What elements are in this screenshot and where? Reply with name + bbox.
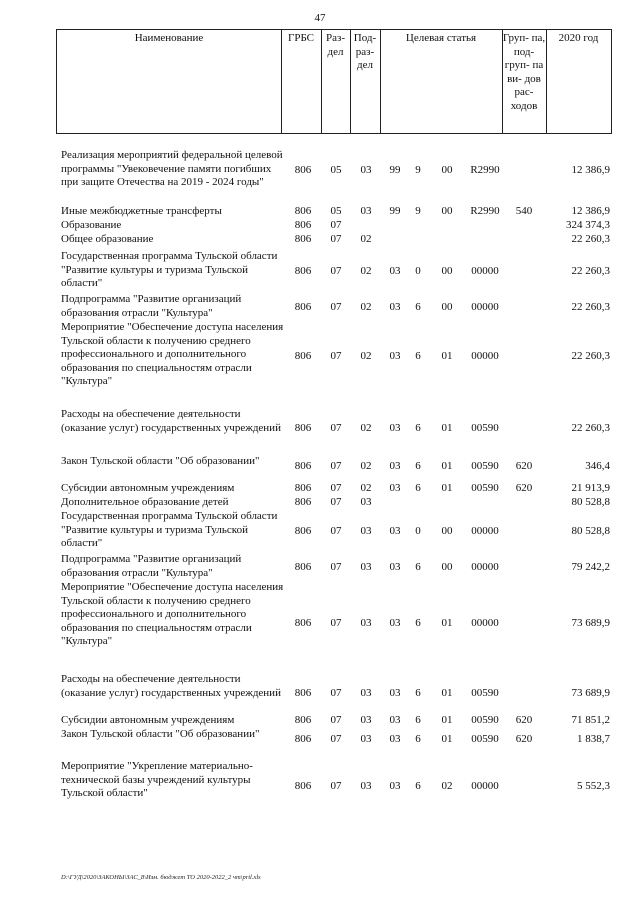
row-vr: 620 [515, 714, 533, 726]
row-t1: 03 [389, 687, 401, 699]
row-amount: 71 851,2 [571, 714, 610, 726]
row-amount: 5 552,3 [577, 780, 610, 792]
row-vr: 620 [515, 482, 533, 494]
row-t1: 03 [389, 714, 401, 726]
row-t4: 00000 [471, 265, 499, 277]
row-amount: 22 260,3 [571, 350, 610, 362]
row-t2: 6 [415, 350, 421, 362]
row-t2: 6 [415, 617, 421, 629]
row-pr: 03 [360, 714, 372, 726]
row-name: Закон Тульской области "Об образовании" [61, 728, 260, 740]
row-pr: 03 [360, 205, 372, 217]
row-t4: 00000 [471, 780, 499, 792]
header-razdel [321, 29, 351, 134]
row-t2: 6 [415, 561, 421, 573]
row-name: Мероприятие "Укрепление материально-технической базы учреждений культуры Тульской области" [61, 760, 253, 799]
row-t4: 00000 [471, 350, 499, 362]
row-t4: 00000 [471, 301, 499, 313]
row-pr: 02 [360, 265, 372, 277]
row-rz: 07 [330, 233, 342, 245]
row-grbs: 806 [294, 482, 312, 494]
row-t4: 00590 [471, 482, 499, 494]
row-t2: 6 [415, 460, 421, 472]
row-amount: 12 386,9 [571, 205, 610, 217]
row-t1: 03 [389, 265, 401, 277]
row-name: Государственная программа Тульской области "Развитие культуры и туризма Тульской области" [61, 250, 278, 289]
row-t2: 0 [415, 525, 421, 537]
row-t2: 6 [415, 301, 421, 313]
row-grbs: 806 [294, 460, 312, 472]
row-name: Подпрограмма "Развитие организаций образования отрасли "Культура" [61, 293, 242, 319]
row-rz: 07 [330, 422, 342, 434]
row-name: Закон Тульской области "Об образовании" [61, 455, 260, 467]
row-t1: 99 [389, 205, 401, 217]
row-rz: 05 [330, 205, 342, 217]
row-t3: 01 [441, 714, 453, 726]
row-amount: 80 528,8 [571, 496, 610, 508]
row-t4: 00000 [471, 561, 499, 573]
row-t3: 01 [441, 350, 453, 362]
row-t4: 00590 [471, 460, 499, 472]
page-number: 47 [314, 12, 326, 24]
row-rz: 07 [330, 733, 342, 745]
row-amount: 324 374,3 [566, 219, 610, 231]
row-t2: 6 [415, 687, 421, 699]
row-rz: 07 [330, 714, 342, 726]
header-year [546, 29, 612, 134]
row-grbs: 806 [294, 496, 312, 508]
row-amount: 22 260,3 [571, 422, 610, 434]
row-grbs: 806 [294, 561, 312, 573]
row-t2: 6 [415, 780, 421, 792]
row-rz: 05 [330, 164, 342, 176]
row-vr: 540 [515, 205, 533, 217]
row-pr: 03 [360, 733, 372, 745]
row-rz: 07 [330, 561, 342, 573]
row-rz: 07 [330, 780, 342, 792]
row-t2: 9 [415, 205, 421, 217]
row-amount: 1 838,7 [577, 733, 610, 745]
row-t2: 6 [415, 714, 421, 726]
row-t3: 00 [441, 265, 453, 277]
row-amount: 21 913,9 [571, 482, 610, 494]
row-t3: 00 [441, 205, 453, 217]
row-amount: 73 689,9 [571, 617, 610, 629]
row-t4: R2990 [470, 205, 500, 217]
row-rz: 07 [330, 496, 342, 508]
header-target-label: Целевая статья [405, 32, 477, 44]
row-t4: 00000 [471, 525, 499, 537]
row-grbs: 806 [294, 422, 312, 434]
row-name: Субсидии автономным учреждениям [61, 482, 235, 494]
row-t1: 03 [389, 733, 401, 745]
header-year-label: 2020 год [558, 32, 599, 44]
row-t3: 01 [441, 422, 453, 434]
row-t3: 01 [441, 617, 453, 629]
row-t2: 6 [415, 422, 421, 434]
row-t1: 03 [389, 460, 401, 472]
row-rz: 07 [330, 265, 342, 277]
row-name: Расходы на обеспечение деятельности (оказание услуг) государственных учреждений [61, 408, 281, 434]
row-t3: 00 [441, 561, 453, 573]
row-grbs: 806 [294, 265, 312, 277]
row-rz: 07 [330, 617, 342, 629]
row-grbs: 806 [294, 525, 312, 537]
header-target [380, 29, 503, 134]
row-grbs: 806 [294, 780, 312, 792]
row-amount: 346,4 [585, 460, 610, 472]
header-razdel-label: Раз- дел [325, 32, 345, 58]
row-name: Подпрограмма "Развитие организаций образования отрасли "Культура" [61, 553, 242, 579]
row-pr: 02 [360, 422, 372, 434]
row-t2: 6 [415, 733, 421, 745]
row-t1: 03 [389, 482, 401, 494]
row-t1: 03 [389, 780, 401, 792]
row-grbs: 806 [294, 617, 312, 629]
row-pr: 02 [360, 233, 372, 245]
row-t4: 00590 [471, 714, 499, 726]
row-grbs: 806 [294, 733, 312, 745]
row-t2: 6 [415, 482, 421, 494]
row-name: Иные межбюджетные трансферты [61, 205, 222, 217]
row-name: Дополнительное образование детей [61, 496, 229, 508]
row-t4: 00000 [471, 617, 499, 629]
row-name: Расходы на обеспечение деятельности (оказание услуг) государственных учреждений [61, 673, 281, 699]
row-pr: 03 [360, 617, 372, 629]
row-t1: 03 [389, 617, 401, 629]
row-t3: 02 [441, 780, 453, 792]
row-vr: 620 [515, 733, 533, 745]
row-pr: 03 [360, 780, 372, 792]
row-amount: 73 689,9 [571, 687, 610, 699]
row-t2: 0 [415, 265, 421, 277]
row-grbs: 806 [294, 164, 312, 176]
row-rz: 07 [330, 350, 342, 362]
row-t1: 03 [389, 525, 401, 537]
row-t3: 01 [441, 482, 453, 494]
row-name: Мероприятие "Обеспечение доступа населения Тульской области к получению среднего профессионального и дополнительного образования по специальностям отрасли "Культура" [61, 321, 284, 387]
row-t4: 00590 [471, 733, 499, 745]
header-podrazdel [350, 29, 381, 134]
row-name: Государственная программа Тульской области "Развитие культуры и туризма Тульской области" [61, 510, 278, 549]
row-grbs: 806 [294, 350, 312, 362]
row-pr: 03 [360, 496, 372, 508]
row-name: Общее образование [61, 233, 154, 245]
row-grbs: 806 [294, 687, 312, 699]
header-name [56, 29, 282, 134]
header-grbs [281, 29, 322, 134]
row-vr: 620 [515, 460, 533, 472]
header-podrazdel-label: Под- раз- дел [353, 32, 377, 71]
row-pr: 03 [360, 561, 372, 573]
row-rz: 07 [330, 525, 342, 537]
row-name: Образование [61, 219, 122, 231]
row-grbs: 806 [294, 233, 312, 245]
row-pr: 03 [360, 687, 372, 699]
row-pr: 03 [360, 164, 372, 176]
row-amount: 12 386,9 [571, 164, 610, 176]
row-t1: 03 [389, 561, 401, 573]
row-pr: 03 [360, 525, 372, 537]
row-grbs: 806 [294, 219, 312, 231]
row-t4: R2990 [470, 164, 500, 176]
row-t1: 03 [389, 301, 401, 313]
row-amount: 80 528,8 [571, 525, 610, 537]
row-t1: 03 [389, 350, 401, 362]
row-name: Мероприятие "Обеспечение доступа населения Тульской области к получению среднего профессионального и дополнительного образования по специальностям отрасли "Культура" [61, 581, 284, 647]
row-amount: 22 260,3 [571, 233, 610, 245]
row-name: Субсидии автономным учреждениям [61, 714, 235, 726]
row-grbs: 806 [294, 205, 312, 217]
row-t3: 00 [441, 525, 453, 537]
row-t2: 9 [415, 164, 421, 176]
row-pr: 02 [360, 460, 372, 472]
row-rz: 07 [330, 301, 342, 313]
row-t3: 00 [441, 301, 453, 313]
row-t1: 03 [389, 422, 401, 434]
file-path-footer: D:\ГУД\2020\ЗАКОНЫ\ЗАС_8\Изм. бюджет ТО 2020-2022_2 чт\pril.xls [61, 874, 261, 881]
row-rz: 07 [330, 482, 342, 494]
row-t4: 00590 [471, 422, 499, 434]
row-amount: 79 242,2 [571, 561, 610, 573]
header-group [502, 29, 547, 134]
row-amount: 22 260,3 [571, 265, 610, 277]
row-name: Реализация мероприятий федеральной целевой программы "Увековечение памяти погибших при защите Отечества на 2019 - 2024 годы" [61, 149, 283, 188]
header-grbs-label: ГРБС [287, 32, 315, 44]
header-group-label: Груп- па, под- груп- па ви- дов рас- ходов [502, 32, 546, 112]
row-pr: 02 [360, 350, 372, 362]
row-rz: 07 [330, 460, 342, 472]
header-name-label: Наименование [134, 32, 204, 44]
row-t3: 01 [441, 687, 453, 699]
row-t3: 01 [441, 733, 453, 745]
row-pr: 02 [360, 301, 372, 313]
row-rz: 07 [330, 687, 342, 699]
row-amount: 22 260,3 [571, 301, 610, 313]
row-t4: 00590 [471, 687, 499, 699]
row-t3: 01 [441, 460, 453, 472]
row-rz: 07 [330, 219, 342, 231]
row-t3: 00 [441, 164, 453, 176]
row-grbs: 806 [294, 301, 312, 313]
row-t1: 99 [389, 164, 401, 176]
row-grbs: 806 [294, 714, 312, 726]
row-pr: 02 [360, 482, 372, 494]
